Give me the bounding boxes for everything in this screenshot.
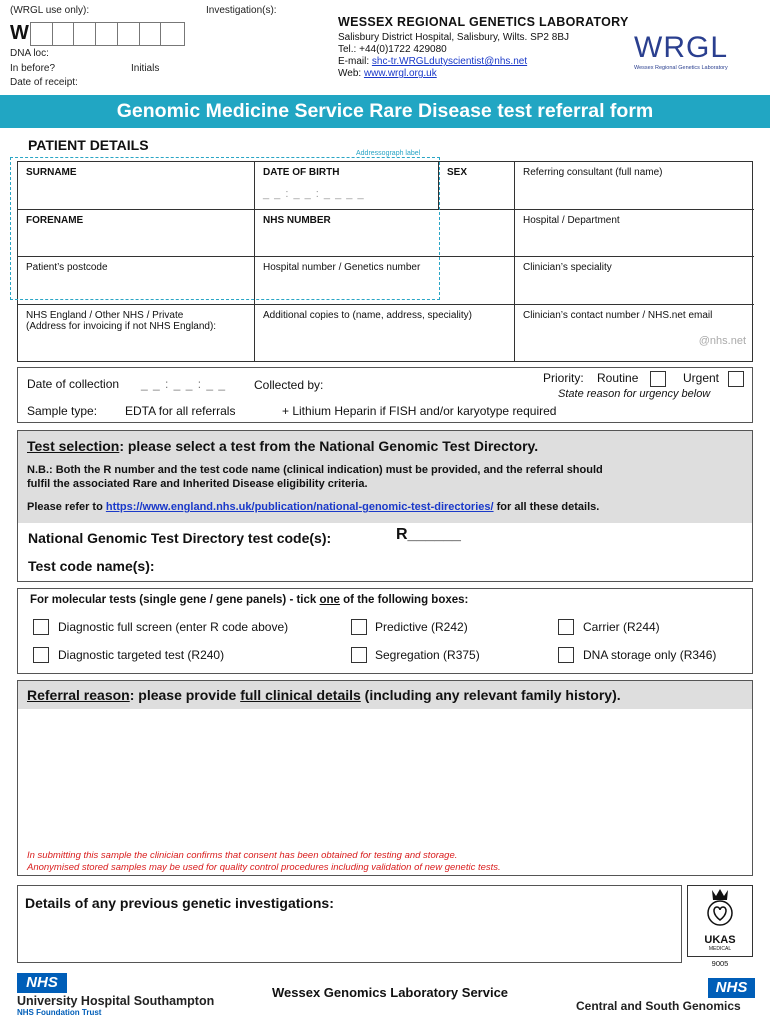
previous-investigations-heading: Details of any previous genetic investigations: — [25, 895, 334, 911]
diagnostic-full-screen-label: Diagnostic full screen (enter R code above) — [58, 620, 289, 634]
crown-icon — [688, 886, 752, 932]
routine-label: Routine — [597, 371, 639, 385]
wrgl-logo — [634, 32, 764, 80]
refer-line: Please refer to https://www.england.nhs.uk/publication/national-genomic-test-directories/ for all these details. — [27, 501, 600, 513]
predictive-checkbox[interactable] — [351, 619, 367, 635]
hospital-number-field[interactable]: Hospital number / Genetics number — [255, 257, 515, 305]
lab-details — [338, 15, 658, 80]
surname-field[interactable]: SURNAME — [18, 162, 255, 210]
carrier-checkbox[interactable] — [558, 619, 574, 635]
patient-details-heading: PATIENT DETAILS — [28, 137, 149, 153]
csg-name: Central and South Genomics — [576, 999, 741, 1013]
lab-web-link[interactable]: www.wrgl.org.uk — [363, 68, 437, 79]
nhs-logo-right: NHS — [708, 978, 755, 998]
ukas-number: 9005 — [711, 959, 729, 968]
test-code-name-label: Test code name(s): — [28, 558, 155, 574]
forename-field[interactable]: FORENAME — [18, 210, 255, 257]
test-selection-box — [17, 430, 753, 582]
test-selection-heading: Test selection: please select a test from the National Genomic Test Directory. — [27, 438, 539, 454]
date-of-receipt-label: Date of receipt: — [10, 77, 78, 88]
test-code-field[interactable]: R______ — [396, 526, 461, 543]
lab-email-line: E-mail: shc-tr.WRGLdutyscientist@nhs.net — [338, 56, 528, 67]
dna-storage-label: DNA storage only (R346) — [583, 648, 717, 662]
lab-web-line: Web: www.wrgl.org.uk — [338, 68, 437, 79]
initials-label: Initials — [131, 63, 160, 74]
diagnostic-targeted-label: Diagnostic targeted test (R240) — [58, 648, 225, 662]
segregation-checkbox[interactable] — [351, 647, 367, 663]
footer-service: Wessex Genomics Laboratory Service — [272, 985, 509, 1000]
date-of-collection-label: Date of collection — [27, 377, 120, 391]
in-before-label: In before? — [10, 63, 56, 74]
carrier-label: Carrier (R244) — [583, 620, 660, 634]
sex-field[interactable]: SEX — [439, 162, 515, 210]
investigations-label: Investigation(s): — [206, 5, 277, 16]
lab-name: WESSEX REGIONAL GENETICS LABORATORY — [338, 15, 629, 29]
ukas-sub: MEDICAL — [708, 946, 732, 952]
dob-field[interactable]: DATE OF BIRTH _ _ : _ _ : _ _ _ _ — [255, 162, 439, 210]
urgent-checkbox[interactable] — [728, 371, 744, 387]
urgency-note: State reason for urgency below — [558, 388, 711, 400]
wrgl-use-only-label: (WRGL use only): — [10, 5, 90, 16]
clinician-contact-field[interactable]: Clinician’s contact number / NHS.net email @nhs.net — [523, 310, 746, 347]
nhs-england-field[interactable]: NHS England / Other NHS / Private (Address for invoicing if not NHS England): — [18, 305, 255, 361]
nhs-number-field[interactable]: NHS NUMBER — [255, 210, 515, 257]
uhs-trust: NHS Foundation Trust — [17, 1008, 102, 1017]
wrgl-logo-text: WRGL — [634, 31, 728, 64]
uhs-name: University Hospital Southampton — [17, 994, 215, 1008]
collected-by-label: Collected by: — [254, 378, 324, 392]
previous-investigations-box[interactable] — [17, 885, 682, 963]
wrgl-logo-subtitle: Wessex Regional Genetics Laboratory — [634, 65, 728, 71]
molecular-heading: For molecular tests (single gene / gene panels) - tick one of the following boxes: — [30, 594, 469, 606]
lab-email-link[interactable]: shc-tr.WRGLdutyscientist@nhs.net — [371, 56, 528, 67]
diagnostic-targeted-checkbox[interactable] — [33, 647, 49, 663]
date-of-collection-field[interactable]: _ _ : _ _ : _ _ — [141, 377, 227, 391]
hospital-department-field[interactable]: Hospital / Department — [515, 210, 754, 257]
diagnostic-full-screen-checkbox[interactable] — [33, 619, 49, 635]
referral-reason-box[interactable] — [17, 680, 753, 876]
segregation-label: Segregation (R375) — [375, 648, 480, 662]
consent-note: In submitting this sample the clinician confirms that consent has been obtained for testing and storage. Anonymised stored samples may be used for quality control procedures including validation of new genetic tests. — [27, 850, 501, 873]
dob-placeholder: _ _ : _ _ : _ _ _ _ — [263, 188, 365, 200]
priority-label: Priority: — [543, 371, 584, 385]
nhs-net-suffix: @nhs.net — [698, 335, 746, 347]
dna-loc-label: DNA loc: — [10, 48, 49, 59]
sample-type-edta: EDTA for all referrals — [125, 404, 236, 418]
addressograph-area — [10, 157, 440, 300]
routine-checkbox[interactable] — [650, 371, 666, 387]
postcode-field[interactable]: Patient’s postcode — [18, 257, 255, 305]
sample-type-label: Sample type: — [27, 404, 98, 418]
molecular-tests-box — [17, 588, 753, 674]
form-title-banner: Genomic Medicine Service Rare Disease test referral form — [0, 95, 770, 128]
dna-storage-checkbox[interactable] — [558, 647, 574, 663]
predictive-label: Predictive (R242) — [375, 620, 468, 634]
referral-heading: Referral reason: please provide full clinical details (including any relevant family history). — [27, 687, 621, 703]
wrgl-number-field[interactable] — [30, 22, 185, 46]
nb-note: N.B.: Both the R number and the test code name (clinical indication) must be provided, and the referral should fulfil the associated Rare and Inherited Disease eligibility criteria. — [27, 464, 603, 490]
lab-tel: Tel.: +44(0)1722 429080 — [338, 44, 447, 55]
additional-copies-field[interactable]: Additional copies to (name, address, speciality) — [255, 305, 515, 361]
urgent-label: Urgent — [683, 371, 720, 385]
w-letter: W — [10, 22, 29, 44]
ukas-logo — [687, 885, 753, 957]
ukas-label: UKAS — [704, 934, 736, 946]
sample-type-heparin: + Lithium Heparin if FISH and/or karyotype required — [282, 404, 557, 418]
nhs-logo-left: NHS — [17, 973, 67, 993]
clinician-speciality-field[interactable]: Clinician’s speciality — [515, 257, 754, 305]
test-code-label: National Genomic Test Directory test code(s): — [28, 530, 332, 546]
collection-box — [17, 367, 753, 423]
referring-consultant-field[interactable]: Referring consultant (full name) — [515, 162, 754, 210]
test-directory-link[interactable]: https://www.england.nhs.uk/publication/national-genomic-test-directories/ — [105, 501, 494, 513]
addressograph-label: Addressograph label — [356, 150, 421, 157]
lab-address: Salisbury District Hospital, Salisbury, Wilts. SP2 8BJ — [338, 32, 569, 43]
